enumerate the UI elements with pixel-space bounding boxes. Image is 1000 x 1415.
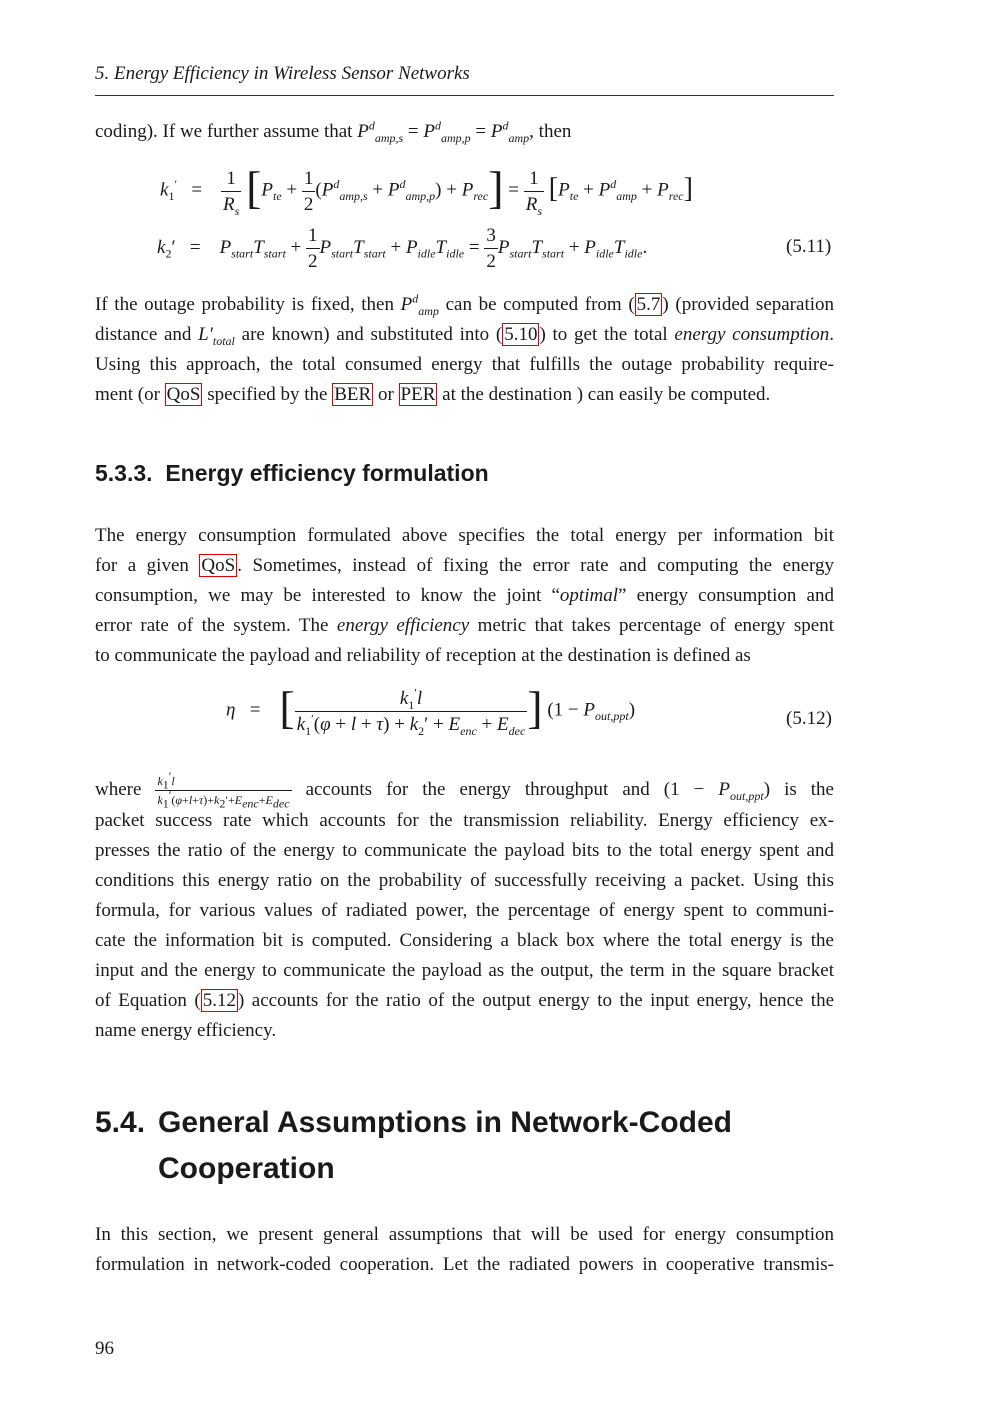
acronym-link[interactable]: PER [400, 384, 436, 405]
intro-paragraph: coding). If we further assume that $P^d_{amp,s} = P^d_{amp,p} = P^d_{amp}$, then [95, 118, 572, 145]
section-heading: 5.3.3. Energy efficiency formulation [95, 460, 489, 486]
energy-efficiency-paragraph: The energy consumption formulated above specifies the total energy per information bit for a given QoS . Sometimes, instead of fixing the error rate and computing the energy consumption, we may be interested to know the joint “optimal” energy consumption and error rate of the system. The energy efficiency metric that takes percentage of energy spent to communicate the payload and reliability of reception at the destination is defined as [95, 525, 834, 666]
acronym-link[interactable]: QoS [201, 555, 236, 576]
equation-link[interactable]: 5.7 [636, 294, 661, 315]
inline-math: $P^d_{amp,s} = P^d_{amp,p} = P^d_{amp}$ [357, 118, 530, 145]
where-paragraph: where $\frac{k_1'l}{k_1'(\varphi+l+\tau)+k_2'+E_{enc}+E_{dec}}$ accounts for the energy throughput and $(1 - P_{out,ppt})$ is the packet success rate which accounts for the transmission reliability. Energy efficiency ex- presses the ratio of the energy to communicate the payload bits to the total energy spent and conditions this energy ratio on the probability of successfully receiving a packet. Using this formula, for various values of radiated power, the percentage of energy spent to communi- cate the information bit is computed. Considering a black box where the total energy is the input and the energy to communicate the payload as the output, the term in the square bracket of Equation ( 5.12 ) accounts for the ratio of the output energy to the input energy, hence the name energy efficiency. [95, 769, 834, 1042]
page-number: 96 [95, 1338, 114, 1359]
assumptions-paragraph: In this section, we present general assumptions that will be used for energy consumption formulation in network-coded cooperation. Let the radiated powers in cooperative transmis- [95, 1224, 834, 1275]
running-head: 5. Energy Efficiency in Wireless Sensor Networks [95, 63, 470, 84]
equation-number: (5.11) [786, 236, 832, 257]
equation-link[interactable]: 5.12 [202, 990, 236, 1012]
equation-5-11-row1: $k_1'$ = $\frac{1}{R_s}$ [$P_{te}$ + $\frac{1}{2}$ $(P^d_{amp,s} + P^d_{amp,p}) + P_{rec}$] = $\frac{1}{R_s}$ $[P_{te} + P^d_{amp} + P_{rec}]$ [160, 162, 693, 218]
equation-5-12: η = [ $\frac{k_1'l}{k_1'(\varphi + l + \tau) + k_2' + E_{enc} + E_{dec}}$ ] $(1 - P_{out,ppt})$ [226, 682, 636, 738]
header-rule [95, 95, 834, 96]
acronym-link[interactable]: BER [334, 384, 372, 405]
equation-link[interactable]: 5.10 [504, 324, 538, 345]
outage-paragraph: If the outage probability is fixed, then $P^d_{amp}$ can be computed from ( 5.7 ) (provided separation distance and $L'_{total}$ are known) and substituted into ( 5.10 ) to get the total energy consumption. Using this approach, the total consumed energy that fulfills the outage probability require- ment (or QoS specified by the BER or PER at the destination ) can easily be computed. [95, 291, 834, 405]
equation-number: (5.12) [786, 708, 832, 729]
equation-5-11-row2: $k_2'$ = $P_{start}T_{start}$ + $\frac{1}{2}$ $P_{start}T_{start} + P_{idle}T_{idle}$ = $\frac{3}{2}$ $P_{start}T_{start} + P_{idle}T_{idle}$. [157, 225, 648, 272]
acronym-link[interactable]: QoS [166, 384, 201, 405]
chapter-section-heading: 5.4. General Assumptions in Network-Coded Cooperation [95, 1106, 732, 1185]
